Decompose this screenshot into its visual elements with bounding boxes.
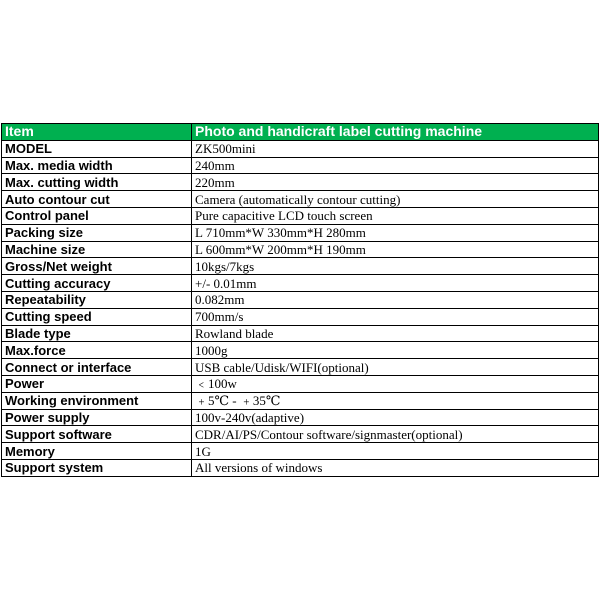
spec-label: Gross/Net weight — [2, 258, 192, 275]
spec-label: Blade type — [2, 325, 192, 342]
spec-value: USB cable/Udisk/WIFI(optional) — [192, 359, 599, 376]
table-row — [2, 392, 599, 409]
spec-value: +/- 0.01mm — [192, 275, 599, 292]
spec-label: Control panel — [2, 207, 192, 224]
table-row — [2, 174, 599, 191]
table-row — [2, 275, 599, 292]
spec-value: 0.082mm — [192, 291, 599, 308]
spec-label: Max.force — [2, 342, 192, 359]
spec-value: 100v-240v(adaptive) — [192, 409, 599, 426]
spec-label: Max. cutting width — [2, 174, 192, 191]
table-row — [2, 241, 599, 258]
table-row — [2, 459, 599, 476]
table-row — [2, 224, 599, 241]
spec-label: Power — [2, 375, 192, 392]
spec-label: Cutting accuracy — [2, 275, 192, 292]
spec-table — [1, 123, 599, 477]
spec-value: ﹢5℃ - ﹢35℃ — [192, 392, 599, 409]
table-row — [2, 291, 599, 308]
table-row — [2, 191, 599, 208]
spec-label: Power supply — [2, 409, 192, 426]
spec-value: L 710mm*W 330mm*H 280mm — [192, 224, 599, 241]
spec-value: All versions of windows — [192, 459, 599, 476]
spec-value: L 600mm*W 200mm*H 190mm — [192, 241, 599, 258]
spec-label: Auto contour cut — [2, 191, 192, 208]
table-row — [2, 375, 599, 392]
spec-label: Working environment — [2, 392, 192, 409]
spec-value: 240mm — [192, 157, 599, 174]
spec-label: Repeatability — [2, 291, 192, 308]
spec-value: 220mm — [192, 174, 599, 191]
table-row — [2, 359, 599, 376]
spec-label: MODEL — [2, 140, 192, 157]
table-row — [2, 157, 599, 174]
spec-value: 1G — [192, 443, 599, 460]
spec-value: 1000g — [192, 342, 599, 359]
table-row — [2, 140, 599, 157]
table-header — [2, 124, 599, 141]
spec-label: Support system — [2, 459, 192, 476]
spec-value: ﹤100w — [192, 375, 599, 392]
spec-value: ZK500mini — [192, 140, 599, 157]
spec-value: CDR/AI/PS/Contour software/signmaster(optional) — [192, 426, 599, 443]
header-row — [2, 124, 599, 141]
spec-value: Rowland blade — [192, 325, 599, 342]
spec-value: Camera (automatically contour cutting) — [192, 191, 599, 208]
spec-label: Max. media width — [2, 157, 192, 174]
spec-label: Machine size — [2, 241, 192, 258]
table-row — [2, 409, 599, 426]
spec-value: 700mm/s — [192, 308, 599, 325]
spec-label: Packing size — [2, 224, 192, 241]
table-row — [2, 325, 599, 342]
spec-value: Pure capacitive LCD touch screen — [192, 207, 599, 224]
header-item: Item — [2, 124, 192, 141]
spec-value: 10kgs/7kgs — [192, 258, 599, 275]
spec-label: Cutting speed — [2, 308, 192, 325]
header-product: Photo and handicraft label cutting machine — [192, 124, 599, 141]
table-row — [2, 342, 599, 359]
table-body — [2, 140, 599, 476]
table-row — [2, 258, 599, 275]
table-row — [2, 443, 599, 460]
table-row — [2, 308, 599, 325]
spec-label: Support software — [2, 426, 192, 443]
spec-label: Memory — [2, 443, 192, 460]
table-row — [2, 207, 599, 224]
spec-label: Connect or interface — [2, 359, 192, 376]
table-row — [2, 426, 599, 443]
